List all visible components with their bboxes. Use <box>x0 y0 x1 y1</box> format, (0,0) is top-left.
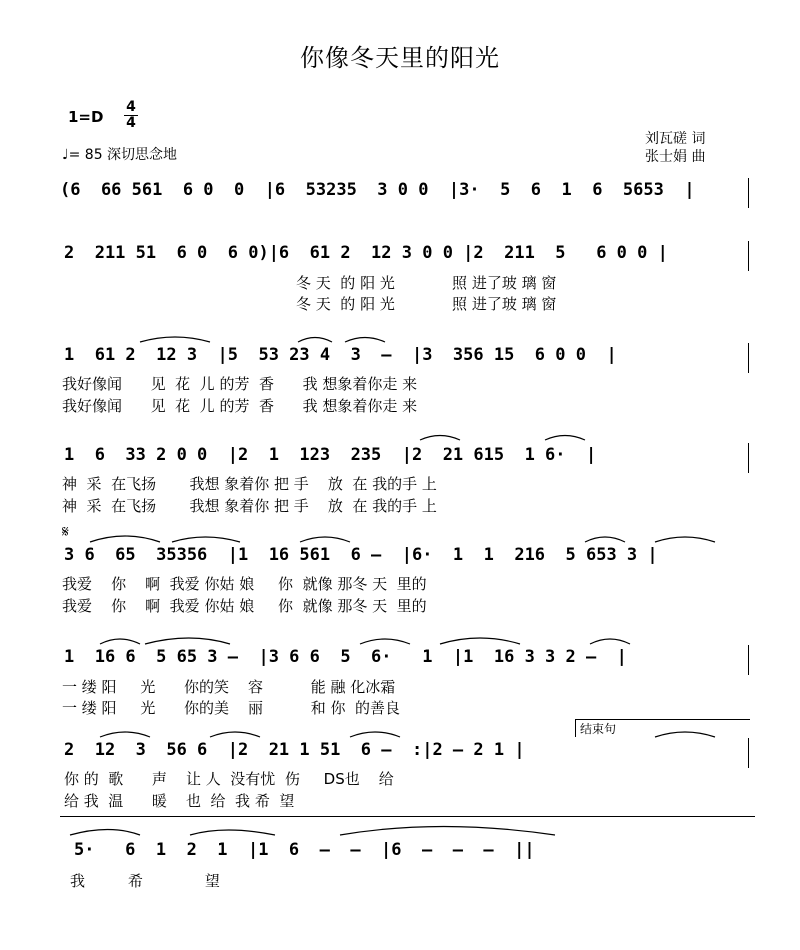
lyrics-row-3-verse-1: 我好像闻 见 花 儿 的芳 香 我 想象着你走 来 <box>62 375 418 393</box>
lyrics-row-3-verse-2: 我好像闻 见 花 儿 的芳 香 我 想象着你走 来 <box>62 397 418 415</box>
slur <box>190 830 275 835</box>
slur <box>90 536 160 542</box>
slur <box>655 537 715 542</box>
notation-row-7: 2 12 3 56 6 |2 21 1 51 6 – :|2 – 2 1 | <box>64 740 525 760</box>
lyrics-row-8: 我 希 望 <box>70 872 220 890</box>
time-signature-numerator: 4 <box>126 99 136 115</box>
slur <box>590 639 630 644</box>
segno-sign: 𝄋 <box>62 522 69 541</box>
lyrics-row-7-verse-2: 给 我 温 暖 也 给 我 希 望 <box>64 792 295 810</box>
notation-row-1: (6 66 561 6 0 0 |6 53235 3 0 0 |3· 5 6 1 6 5653 | <box>60 180 695 200</box>
lyrics-row-4-verse-1: 神 采 在飞扬 我想 象着你 把 手 放 在 我的手 上 <box>62 475 437 493</box>
lyrics-row-5-verse-2: 我爱 你 啊 我爱 你姑 娘 你 就像 那冬 天 里的 <box>62 597 427 615</box>
lyrics-row-2-verse-1: 冬 天 的 阳 光 照 进了玻 璃 窗 <box>296 274 557 292</box>
notation-row-6: 1 16 6 5 65 3 – |3 6 6 5 6· 1 |1 16 3 3 2 – | <box>64 647 627 667</box>
ending-label: 结束句 <box>580 722 617 736</box>
lyrics-row-6-verse-1: 一 缕 阳 光 你的笑 容 能 融 化冰霜 <box>62 678 396 696</box>
page-title: 你像冬天里的阳光 <box>300 44 500 72</box>
slur <box>172 537 240 542</box>
slur <box>360 639 410 644</box>
lyrics-row-2-verse-2: 冬 天 的 阳 光 照 进了玻 璃 窗 <box>296 295 557 313</box>
slur <box>70 830 140 836</box>
time-signature-denominator: 4 <box>126 115 136 131</box>
slur <box>300 537 350 542</box>
notation-row-2: 2 211 51 6 0 6 0)|6 61 2 12 3 0 0 |2 211 5 6 0 0 | <box>64 243 668 263</box>
slur <box>100 732 150 737</box>
slur <box>340 827 555 836</box>
slur <box>145 638 230 644</box>
slur <box>345 338 385 343</box>
slur <box>420 436 460 441</box>
notation-row-5: 3 6 65 35356 |1 16 561 6 – |6· 1 1 216 5 653 3 | <box>64 545 658 565</box>
notation-row-4: 1 6 33 2 0 0 |2 1 123 235 |2 21 615 1 6· | <box>64 445 597 465</box>
slur <box>140 337 210 342</box>
lyrics-row-4-verse-2: 神 采 在飞扬 我想 象着你 把 手 放 在 我的手 上 <box>62 497 437 515</box>
lyrics-row-6-verse-2: 一 缕 阳 光 你的美 丽 和 你 的善良 <box>62 699 401 717</box>
slur <box>210 732 260 737</box>
tempo-marking: ♩= 85 深切思念地 <box>62 147 178 163</box>
slur <box>545 436 585 441</box>
composer-credit: 张士娟 曲 <box>645 149 706 165</box>
lyrics-row-7-verse-1: 你 的 歌 声 让 人 没有忧 伤 DS也 给 <box>64 770 394 788</box>
slur <box>655 732 715 737</box>
lyrics-row-5-verse-1: 我爱 你 啊 我爱 你姑 娘 你 就像 那冬 天 里的 <box>62 575 427 593</box>
slur <box>440 638 520 644</box>
notation-row-8: 5· 6 1 2 1 |1 6 – – |6 – – – || <box>74 840 535 860</box>
lyricist-credit: 刘瓦磋 词 <box>645 131 706 147</box>
key-signature: 1=D <box>68 108 104 126</box>
slur <box>100 639 140 644</box>
notation-row-3: 1 61 2 12 3 |5 53 23 4 3 – |3 356 15 6 0 0 | <box>64 345 617 365</box>
slur <box>350 732 400 737</box>
slur <box>585 537 625 542</box>
slur <box>298 338 332 343</box>
